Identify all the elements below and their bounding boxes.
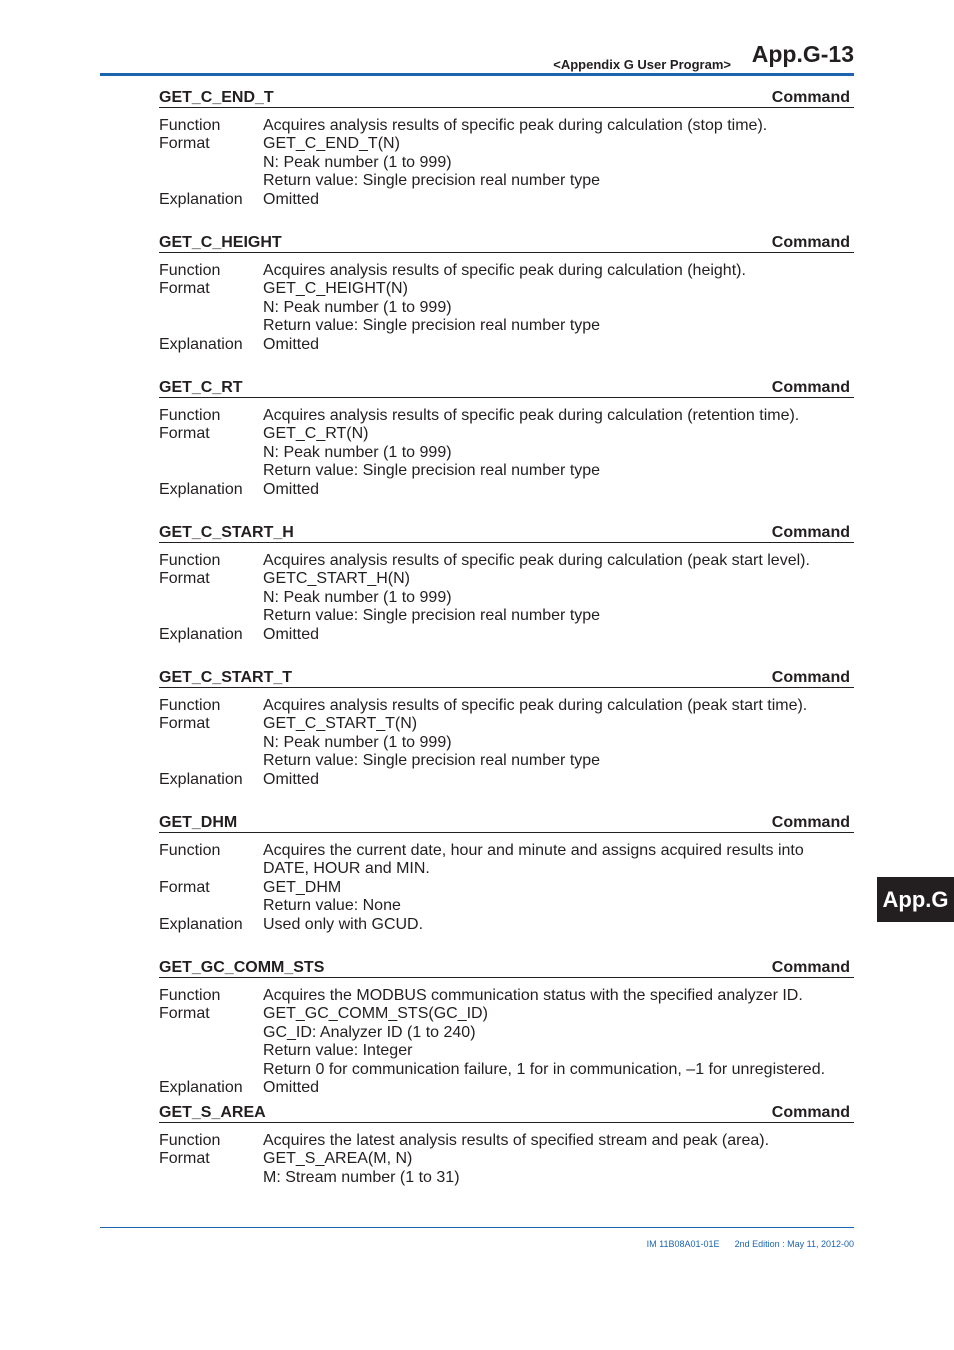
- format-label: Format: [159, 1005, 210, 1023]
- function-row: [159, 552, 854, 570]
- format-label: Format: [159, 1150, 210, 1168]
- format-row: [159, 425, 854, 443]
- format-label: Format: [159, 715, 210, 733]
- function-label: Function: [159, 1132, 221, 1149]
- command-details: [159, 833, 854, 934]
- explanation-line: Used only with GCUD.: [263, 915, 424, 933]
- explanation-label: Explanation: [159, 770, 243, 788]
- format-label: [159, 1024, 263, 1042]
- explanation-line: Omitted: [263, 480, 320, 498]
- format-label: Format: [159, 878, 210, 896]
- format-row: [159, 1042, 854, 1060]
- explanation-row: [159, 336, 854, 354]
- command-header: [159, 232, 854, 253]
- format-row: [159, 317, 854, 335]
- command-details: [159, 108, 854, 209]
- function-line: Acquires the MODBUS communication status with the specified analyzer ID.: [263, 987, 803, 1004]
- function-row: [159, 860, 854, 878]
- command-type-label: Command: [771, 89, 850, 106]
- command-entry: [159, 812, 854, 957]
- command-header: [159, 377, 854, 398]
- command-type-label: Command: [771, 234, 850, 251]
- format-row: [159, 1061, 854, 1079]
- function-line: DATE, HOUR and MIN.: [263, 860, 430, 878]
- footer-divider: [100, 1227, 854, 1228]
- format-line: Return value: Integer: [263, 1042, 413, 1060]
- format-label: Format: [159, 280, 210, 298]
- format-label: Format: [159, 425, 210, 443]
- function-row: [159, 117, 854, 135]
- function-label: Function: [159, 842, 221, 859]
- command-name: GET_S_AREA: [159, 1104, 266, 1121]
- command-details: [159, 688, 854, 789]
- format-line: N: Peak number (1 to 999): [263, 733, 452, 751]
- format-label: [159, 607, 263, 625]
- format-line: N: Peak number (1 to 999): [263, 588, 452, 606]
- format-row: [159, 1005, 854, 1023]
- format-line: Return value: Single precision real number type: [263, 317, 601, 335]
- function-line: Acquires the current date, hour and minute and assigns acquired results into: [263, 842, 804, 859]
- format-line: GET_C_END_T(N): [263, 135, 400, 153]
- format-row: [159, 607, 854, 625]
- format-line: Return value: Single precision real number type: [263, 172, 601, 190]
- command-name: GET_DHM: [159, 814, 238, 831]
- format-row: [159, 299, 854, 317]
- explanation-label: Explanation: [159, 190, 243, 208]
- format-line: GET_GC_COMM_STS(GC_ID): [263, 1005, 488, 1023]
- explanation-row: [159, 771, 854, 789]
- format-row: [159, 897, 854, 915]
- format-label: [159, 299, 263, 317]
- function-line: Acquires analysis results of specific peak during calculation (stop time).: [263, 117, 768, 134]
- command-name: GET_C_END_T: [159, 89, 274, 106]
- explanation-row: [159, 626, 854, 644]
- format-label: [159, 317, 263, 335]
- format-label: [159, 589, 263, 607]
- format-row: [159, 172, 854, 190]
- format-row: [159, 1150, 854, 1168]
- edition-info: 2nd Edition : May 11, 2012-00: [734, 1239, 854, 1249]
- format-row: [159, 752, 854, 770]
- format-label: [159, 734, 263, 752]
- format-row: [159, 1024, 854, 1042]
- function-label: Function: [159, 117, 221, 134]
- function-label: [159, 860, 263, 878]
- function-line: Acquires analysis results of specific peak during calculation (peak start level).: [263, 552, 810, 569]
- command-name: GET_C_HEIGHT: [159, 234, 282, 251]
- format-label: [159, 462, 263, 480]
- format-row: [159, 1169, 854, 1187]
- function-row: [159, 407, 854, 425]
- command-entry: [159, 232, 854, 377]
- explanation-line: Omitted: [263, 335, 320, 353]
- command-header: [159, 812, 854, 833]
- command-type-label: Command: [771, 669, 850, 686]
- command-details: [159, 978, 854, 1097]
- format-label: Format: [159, 570, 210, 588]
- format-line: GET_C_START_T(N): [263, 715, 418, 733]
- format-row: [159, 135, 854, 153]
- function-row: [159, 697, 854, 715]
- command-entry: [159, 957, 854, 1102]
- format-row: [159, 715, 854, 733]
- function-label: Function: [159, 262, 221, 279]
- format-line: GET_C_HEIGHT(N): [263, 280, 408, 298]
- command-header: [159, 87, 854, 108]
- format-row: [159, 280, 854, 298]
- command-name: GET_C_RT: [159, 379, 243, 396]
- explanation-label: Explanation: [159, 1079, 243, 1097]
- format-label: [159, 444, 263, 462]
- command-name: GET_C_START_T: [159, 669, 293, 686]
- format-line: N: Peak number (1 to 999): [263, 153, 452, 171]
- command-name: GET_GC_COMM_STS: [159, 959, 325, 976]
- document-id: IM 11B08A01-01E: [646, 1239, 720, 1249]
- format-line: GETC_START_H(N): [263, 570, 410, 588]
- explanation-label: Explanation: [159, 480, 243, 498]
- format-line: Return 0 for communication failure, 1 for in communication, –1 for unregistered.: [263, 1060, 826, 1078]
- format-row: [159, 154, 854, 172]
- format-line: GET_S_AREA(M, N): [263, 1150, 413, 1168]
- format-label: Format: [159, 135, 210, 153]
- format-line: GC_ID: Analyzer ID (1 to 240): [263, 1023, 476, 1041]
- appendix-tab[interactable]: App.G: [877, 877, 954, 922]
- explanation-row: [159, 481, 854, 499]
- format-row: [159, 462, 854, 480]
- explanation-row: [159, 916, 854, 934]
- footer: [647, 1239, 854, 1249]
- command-details: [159, 543, 854, 644]
- header-divider: [100, 73, 854, 76]
- format-row: [159, 879, 854, 897]
- format-label: [159, 154, 263, 172]
- explanation-label: Explanation: [159, 625, 243, 643]
- function-row: [159, 842, 854, 860]
- explanation-line: Omitted: [263, 770, 320, 788]
- format-row: [159, 589, 854, 607]
- format-line: Return value: Single precision real number type: [263, 607, 601, 625]
- explanation-row: [159, 1079, 854, 1097]
- command-type-label: Command: [771, 959, 850, 976]
- command-name: GET_C_START_H: [159, 524, 294, 541]
- function-row: [159, 987, 854, 1005]
- command-type-label: Command: [771, 379, 850, 396]
- command-header: [159, 522, 854, 543]
- section-title: <Appendix G User Program>: [553, 57, 731, 72]
- command-entry: [159, 522, 854, 667]
- command-entry: [159, 667, 854, 812]
- format-label: [159, 172, 263, 190]
- command-header: [159, 667, 854, 688]
- format-line: GET_C_RT(N): [263, 425, 369, 443]
- format-line: N: Peak number (1 to 999): [263, 298, 452, 316]
- explanation-line: Omitted: [263, 190, 320, 208]
- command-header: [159, 957, 854, 978]
- function-label: Function: [159, 987, 221, 1004]
- format-label: [159, 1061, 263, 1079]
- function-label: Function: [159, 697, 221, 714]
- command-entry: [159, 1102, 854, 1247]
- format-line: M: Stream number (1 to 31): [263, 1168, 460, 1186]
- format-line: N: Peak number (1 to 999): [263, 443, 452, 461]
- command-reference-list: [159, 87, 854, 1247]
- function-line: Acquires analysis results of specific peak during calculation (peak start time).: [263, 697, 808, 714]
- command-details: [159, 253, 854, 354]
- format-label: [159, 752, 263, 770]
- format-row: [159, 570, 854, 588]
- explanation-label: Explanation: [159, 915, 243, 933]
- function-line: Acquires the latest analysis results of specified stream and peak (area).: [263, 1132, 770, 1149]
- explanation-line: Omitted: [263, 625, 320, 643]
- explanation-line: Omitted: [263, 1079, 320, 1097]
- explanation-label: Explanation: [159, 335, 243, 353]
- format-label: [159, 1169, 263, 1187]
- function-row: [159, 1132, 854, 1150]
- format-label: [159, 897, 263, 915]
- command-entry: [159, 377, 854, 522]
- function-line: Acquires analysis results of specific peak during calculation (retention time).: [263, 407, 800, 424]
- format-line: Return value: Single precision real number type: [263, 462, 601, 480]
- command-entry: [159, 87, 854, 232]
- format-row: [159, 444, 854, 462]
- format-line: Return value: Single precision real number type: [263, 752, 601, 770]
- explanation-row: [159, 191, 854, 209]
- command-header: [159, 1102, 854, 1123]
- command-type-label: Command: [771, 524, 850, 541]
- format-line: GET_DHM: [263, 878, 342, 896]
- function-label: Function: [159, 552, 221, 569]
- command-type-label: Command: [771, 814, 850, 831]
- format-row: [159, 734, 854, 752]
- command-type-label: Command: [771, 1104, 850, 1121]
- function-line: Acquires analysis results of specific peak during calculation (height).: [263, 262, 746, 279]
- command-details: [159, 398, 854, 499]
- page-number: App.G-13: [751, 41, 854, 67]
- command-details: [159, 1123, 854, 1187]
- function-row: [159, 262, 854, 280]
- format-label: [159, 1042, 263, 1060]
- function-label: Function: [159, 407, 221, 424]
- format-line: Return value: None: [263, 897, 401, 915]
